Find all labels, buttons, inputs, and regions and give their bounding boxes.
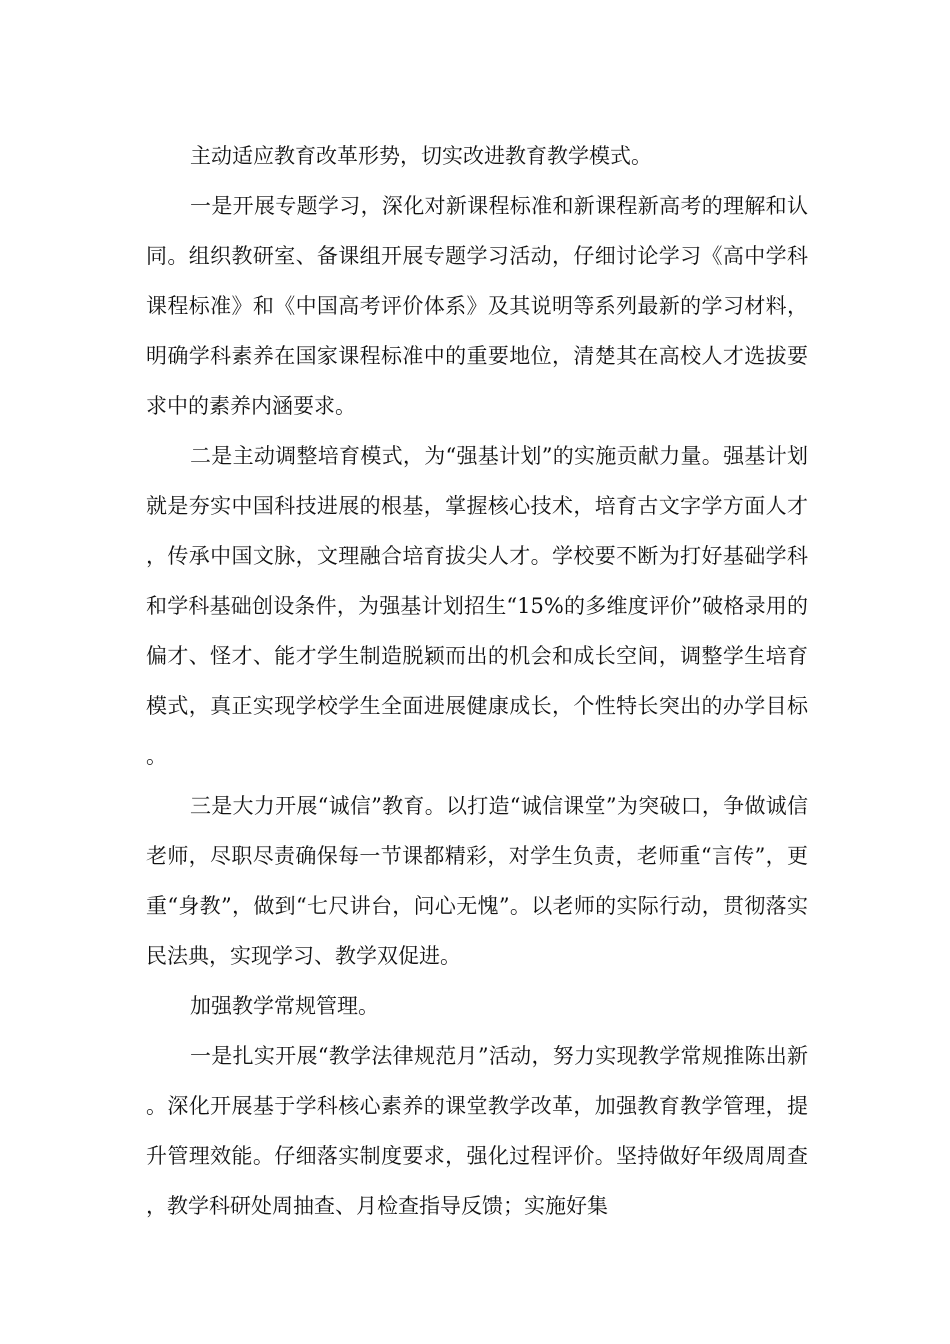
paragraph-3: 二是主动调整培育模式，为“强基计划”的实施贡献力量。强基计划就是夯实中国科技进展的根基，掌握核心技术，培育古文字学方面人才，传承中国文脉，文理融合培育拔尖人才。学校要不断为打好基础学科和学科基础创设条件，为强基计划招生“15%的多维度评价”破格录用的偏才、怪才、能才学生制造脱颖而出的机会和成长空间，调整学生培育模式，真正实现学校学生全面进展健康成长，个性特长突出的办学目标。: [146, 444, 808, 768]
paragraph-6: 一是扎实开展“教学法律规范月”活动，努力实现教学常规推陈出新。深化开展基于学科核心素养的课堂教学改革，加强教育教学管理，提升管理效能。仔细落实制度要求，强化过程评价。坚持做好年级周周查，教学科研处周抽查、月检查指导反馈；实施好集: [146, 1044, 808, 1218]
paragraph-4: 三是大力开展“诚信”教育。以打造“诚信课堂”为突破口，争做诚信老师，尽职尽责确保每一节课都精彩，对学生负责，老师重“言传”，更重“身教”，做到“七尺讲台，问心无愧”。以老师的实际行动，贯彻落实民法典，实现学习、教学双促进。: [146, 794, 808, 968]
paragraph-1: 主动适应教育改革形势，切实改进教育教学模式。: [190, 144, 652, 168]
document-page: [146, 131, 808, 1231]
paragraph-5: 加强教学常规管理。: [190, 994, 379, 1018]
paragraph-2: 一是开展专题学习，深化对新课程标准和新课程新高考的理解和认同。组织教研室、备课组开展专题学习活动，仔细讨论学习《高中学科课程标准》和《中国高考评价体系》及其说明等系列最新的学习材料，明确学科素养在国家课程标准中的重要地位，清楚其在高校人才选拔要求中的素养内涵要求。: [146, 194, 808, 418]
